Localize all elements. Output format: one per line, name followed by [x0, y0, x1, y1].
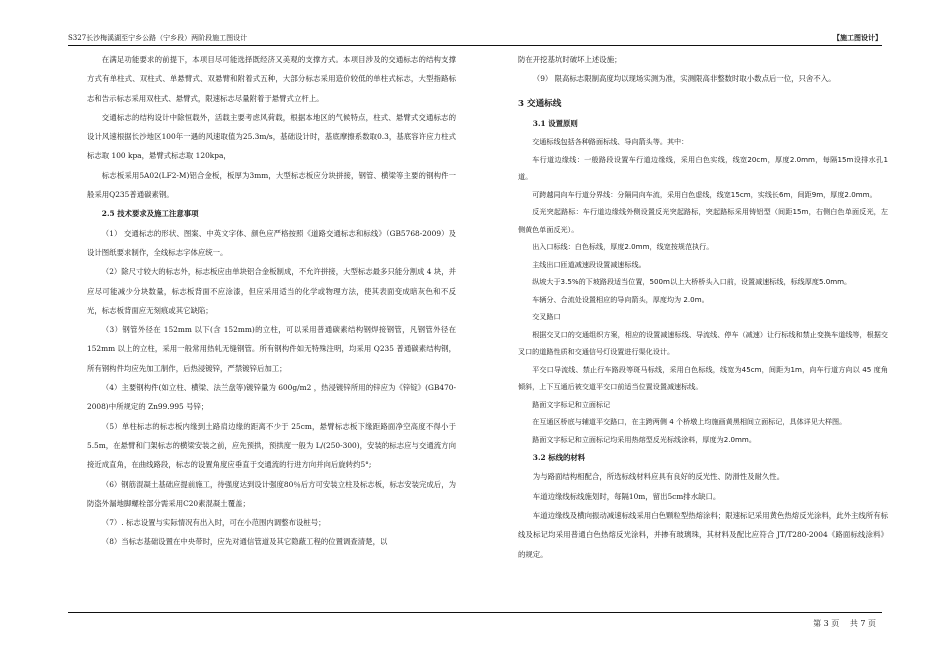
subsection-heading: 3.1 设置原则: [532, 118, 578, 128]
list-item: （3）钢管外径在 152mm 以下(含 152mm)的立柱，可以采用普通碳素结构钢焊接钢管，凡钢管外径在 152mm 以上的立柱，采用一般常用热轧无缝钢管。所有钢构件如无特殊注明，均采用 Q235 普通碳素结构钢，所有钢构件均应先加工制作，后热浸镀锌，严禁镀锌后加工；: [87, 325, 456, 373]
page-header: [68, 33, 882, 46]
section-heading: 3 交通标线: [518, 98, 562, 109]
paragraph: 标志板采用5A02(LF2-M)铝合金板，板厚为3mm，大型标志板应分块拼接，钢管、横梁等主要的钢构件一般采用Q235普通碳素钢。: [87, 170, 456, 200]
total-pages: 共 7 页: [849, 619, 876, 628]
paragraph: 可跨越同向车行道分界线：分隔同向车流，采用白色虚线，线宽15cm，实线长6m，间距9m，厚度2.0mm。: [532, 189, 877, 199]
list-item: （2）除尺寸较大的标志外，标志板应由单块铝合金板制成，不允许拼接，大型标志最多只能分割成 4 块，并应尽可能减少分块数量，标志板背面不应涂漆，但应采用适当的化学或物理方法，使其表面变成暗灰色和不反光，标志板背面应无刻痕或其它缺陷；: [87, 267, 456, 315]
list-item: （4）主要钢构件(如立柱、横梁、法兰盘等)镀锌量为 600g/m2 ，热浸镀锌所用的锌应为《锌锭》(GB470-2008)中所规定的 Zn99.995 号锌；: [87, 383, 456, 412]
list-item: （7）. 标志设置与实际情况有出入时，可在小范围内调整布设桩号；: [101, 518, 326, 528]
paragraph: 交通标线包括各种路面标线、导向箭头等。其中：: [532, 137, 689, 147]
paragraph: 防在开挖基坑时破坏上述设施；: [518, 55, 622, 64]
paragraph: 在满足功能要求的前提下，本项目尽可能选择既经济又美观的支撑方式。本项目涉及的交通标志的结构支撑方式有单柱式、双柱式、单悬臂式、双悬臂和附着式五种，大部分标志采用造价较低的单柱式标志，大型指路标志和告示标志采用双柱式、悬臂式，限速标志尽量附着于悬臂式立杆上。: [87, 55, 456, 103]
paragraph: 根据交叉口的交通组织方案，相应的设置减速标线、导流线、停车（减速）让行标线和禁止变换车道线等，根据交叉口的道路性质和交通信号灯设置进行渠化设计。: [518, 329, 888, 357]
left-column: [87, 50, 456, 610]
header-document-title: S327长沙梅溪湖至宁乡公路（宁乡段）两阶段施工图设计: [68, 34, 248, 42]
header-stage-label: 【施工图设计】: [833, 33, 882, 42]
list-item: （6）钢筋混凝土基础应提前施工，待强度达到设计强度80％后方可安装立柱及标志板，标志安装完成后，为防盗外漏地脚螺栓部分需采用C20素混凝土覆盖；: [87, 479, 456, 508]
paragraph: 平交口导流线、禁止行车路段等斑马标线，采用白色标线，线宽为45cm，间距为1m，向车行道方向以 45 度角倾斜，上下互通后被交道平交口前适当位置设置减速标线。: [518, 364, 888, 392]
paragraph-heading: 交叉路口: [532, 312, 561, 322]
paragraph: 交通标志的结构设计中除恒载外，活载主要考虑风荷载，根据本地区的气候特点，柱式、悬臂式交通标志的设计风速根据长沙地区100年一遇的风速取值为25.3m/s，基础设计时，基底摩擦系数取0.3，基底容许应力柱式标志取 100 kpa，悬臂式标志取 120kpa，: [87, 112, 456, 161]
list-item: （5）单柱标志的标志板内缘到土路肩边缘的距离不少于 25cm，悬臂标志板下缘距路面净空高度不得小于 5.5m，在悬臂和门架标志的横梁安装之前，应先预拱，预拱度一般为 L/(250-300)，安装的标志应与交通流方向接近成直角，在曲线路段，标志的设置角度应垂直于交通流的行进方向并向后旋转约5°;: [87, 421, 456, 470]
paragraph: 出入口标线：白色标线，厚度2.0mm，线宽按规范执行。: [532, 242, 714, 252]
paragraph: 为与路面结构相配合，所选标线材料应具有良好的反光性、防滑性及耐久性。: [532, 472, 785, 482]
right-column: [518, 50, 888, 610]
paragraph: 纵坡大于3.5%的下坡路段适当位置，500m以上大桥桥头入口前，设置减速标线，标线厚度5.0mm。: [532, 277, 852, 287]
page-number: [805, 618, 876, 630]
paragraph: 在互通区桥底与辅道平交路口，在主跨两侧 4 个桥墩上均施画黄黑相间立面标记，具体详见大样图。: [532, 417, 847, 427]
paragraph: 主线出口匝道减速段设置减速标线。: [532, 259, 646, 269]
paragraph: 车道边缘线及横向振动减速标线采用白色颗粒型热熔涂料；限速标记采用黄色热熔反光涂料，此外主线所有标线及标记均采用普通白色热熔反光涂料，并掺有玻璃珠，其材料及配比应符合 JT/T280-2004《路面标线涂料》的规定。: [518, 511, 888, 559]
paragraph: 车行道边缘线：一般路段设置车行道边缘线，采用白色实线，线宽20cm，厚度2.0mm，每隔15m设排水孔1道。: [518, 154, 888, 182]
section-heading: 2.5 技术要求及施工注意事项: [101, 209, 199, 219]
list-item: （8）当标志基础设置在中央带时，应先对通信管道及其它隐蔽工程的位置调查清楚，以: [101, 537, 388, 547]
paragraph: 反光突起路标：车行道边缘线外侧设置反光突起路标，突起路标采用铸铝型（间距15m，右侧白色单面反光，左侧黄色单面反光）。: [518, 207, 888, 234]
subsection-heading: 3.2 标线的材料: [532, 453, 586, 463]
paragraph-heading: 路面文字标记和立面标记: [532, 399, 611, 409]
current-page: 第 3 页: [813, 619, 840, 628]
paragraph: 车道边缘线标线施划时，每隔10m，留出5cm排水缺口。: [532, 491, 721, 501]
paragraph: 车辆分、合流处设置相应的导向箭头，厚度均为 2.0m。: [532, 294, 709, 304]
footer-rule: [68, 612, 882, 614]
list-item: （9） 限高标志限制高度均以现场实测为准，实测限高非整数时取小数点后一位，只舍不入。: [532, 74, 836, 84]
paragraph: 路面文字标记和立面标记均采用热熔型反光标线涂料，厚度为2.0mm。: [532, 434, 756, 444]
list-item: （1） 交通标志的形状、图案、中英文字体、颜色应严格按照《道路交通标志和标线》（GB5768-2009）及设计图纸要求制作，全线标志字体应统一。: [87, 228, 456, 257]
